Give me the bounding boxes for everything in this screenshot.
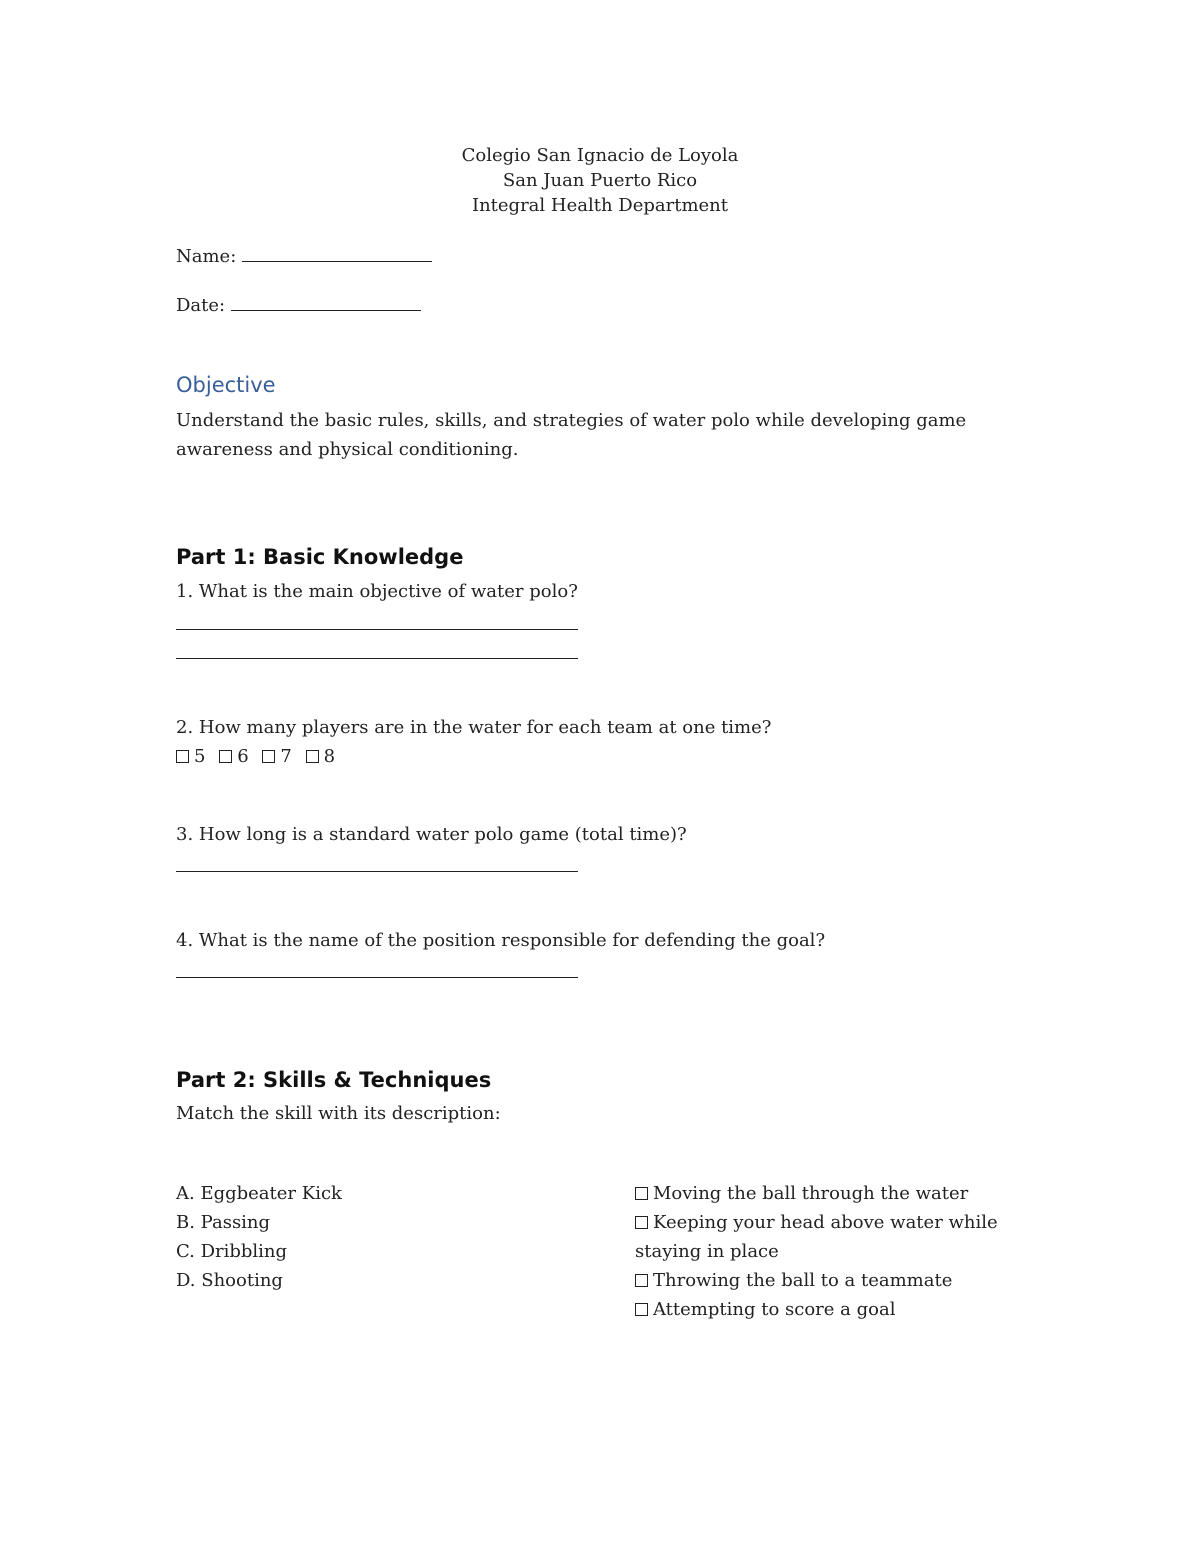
name-field [176,243,432,270]
description-item: Throwing the ball to a teammate [635,1266,1015,1295]
objective-heading: Objective [176,373,276,397]
option-8[interactable]: 8 [306,744,335,770]
name-label: Name: [176,246,237,267]
department-name: Integral Health Department [471,195,729,216]
option-6[interactable]: 6 [219,744,248,770]
question-1: 1. What is the main objective of water polo? [176,581,578,602]
question-2-options [176,744,343,770]
date-label: Date: [176,295,226,316]
date-blank[interactable] [231,292,421,311]
checkbox-icon[interactable] [635,1216,648,1229]
descriptions-list [635,1179,1015,1324]
objective-text: Understand the basic rules, skills, and strategies of water polo while developing game awareness and physical conditioning. [176,410,967,460]
checkbox-icon[interactable] [635,1274,648,1287]
checkbox-icon[interactable] [262,750,275,763]
answer-line-1a[interactable] [176,629,578,630]
school-location: San Juan Puerto Rico [502,170,698,191]
description-item: Attempting to score a goal [635,1295,1015,1324]
name-blank[interactable] [242,243,432,262]
description-item: Moving the ball through the water [635,1179,1015,1208]
question-2: 2. How many players are in the water for each team at one time? [176,717,772,738]
question-3: 3. How long is a standard water polo game (total time)? [176,824,687,845]
school-header [0,143,1200,218]
skill-item: D. Shooting [176,1270,283,1291]
school-name: Colegio San Ignacio de Loyola [461,145,739,166]
part1-heading: Part 1: Basic Knowledge [176,545,464,569]
answer-line-3[interactable] [176,871,578,872]
checkbox-icon[interactable] [176,750,189,763]
checkbox-icon[interactable] [219,750,232,763]
answer-line-4[interactable] [176,977,578,978]
date-field [176,292,421,319]
answer-line-1b[interactable] [176,658,578,659]
skill-item: B. Passing [176,1212,271,1233]
checkbox-icon[interactable] [306,750,319,763]
option-5[interactable]: 5 [176,744,205,770]
option-7[interactable]: 7 [262,744,291,770]
checkbox-icon[interactable] [635,1187,648,1200]
skills-list [176,1179,342,1295]
part2-heading: Part 2: Skills & Techniques [176,1068,492,1092]
part2-instruction: Match the skill with its description: [176,1103,501,1124]
description-item: Keeping your head above water while staying in place [635,1212,998,1262]
checkbox-icon[interactable] [635,1303,648,1316]
skill-item: A. Eggbeater Kick [176,1183,342,1204]
question-4: 4. What is the name of the position responsible for defending the goal? [176,930,826,951]
skill-item: C. Dribbling [176,1241,288,1262]
